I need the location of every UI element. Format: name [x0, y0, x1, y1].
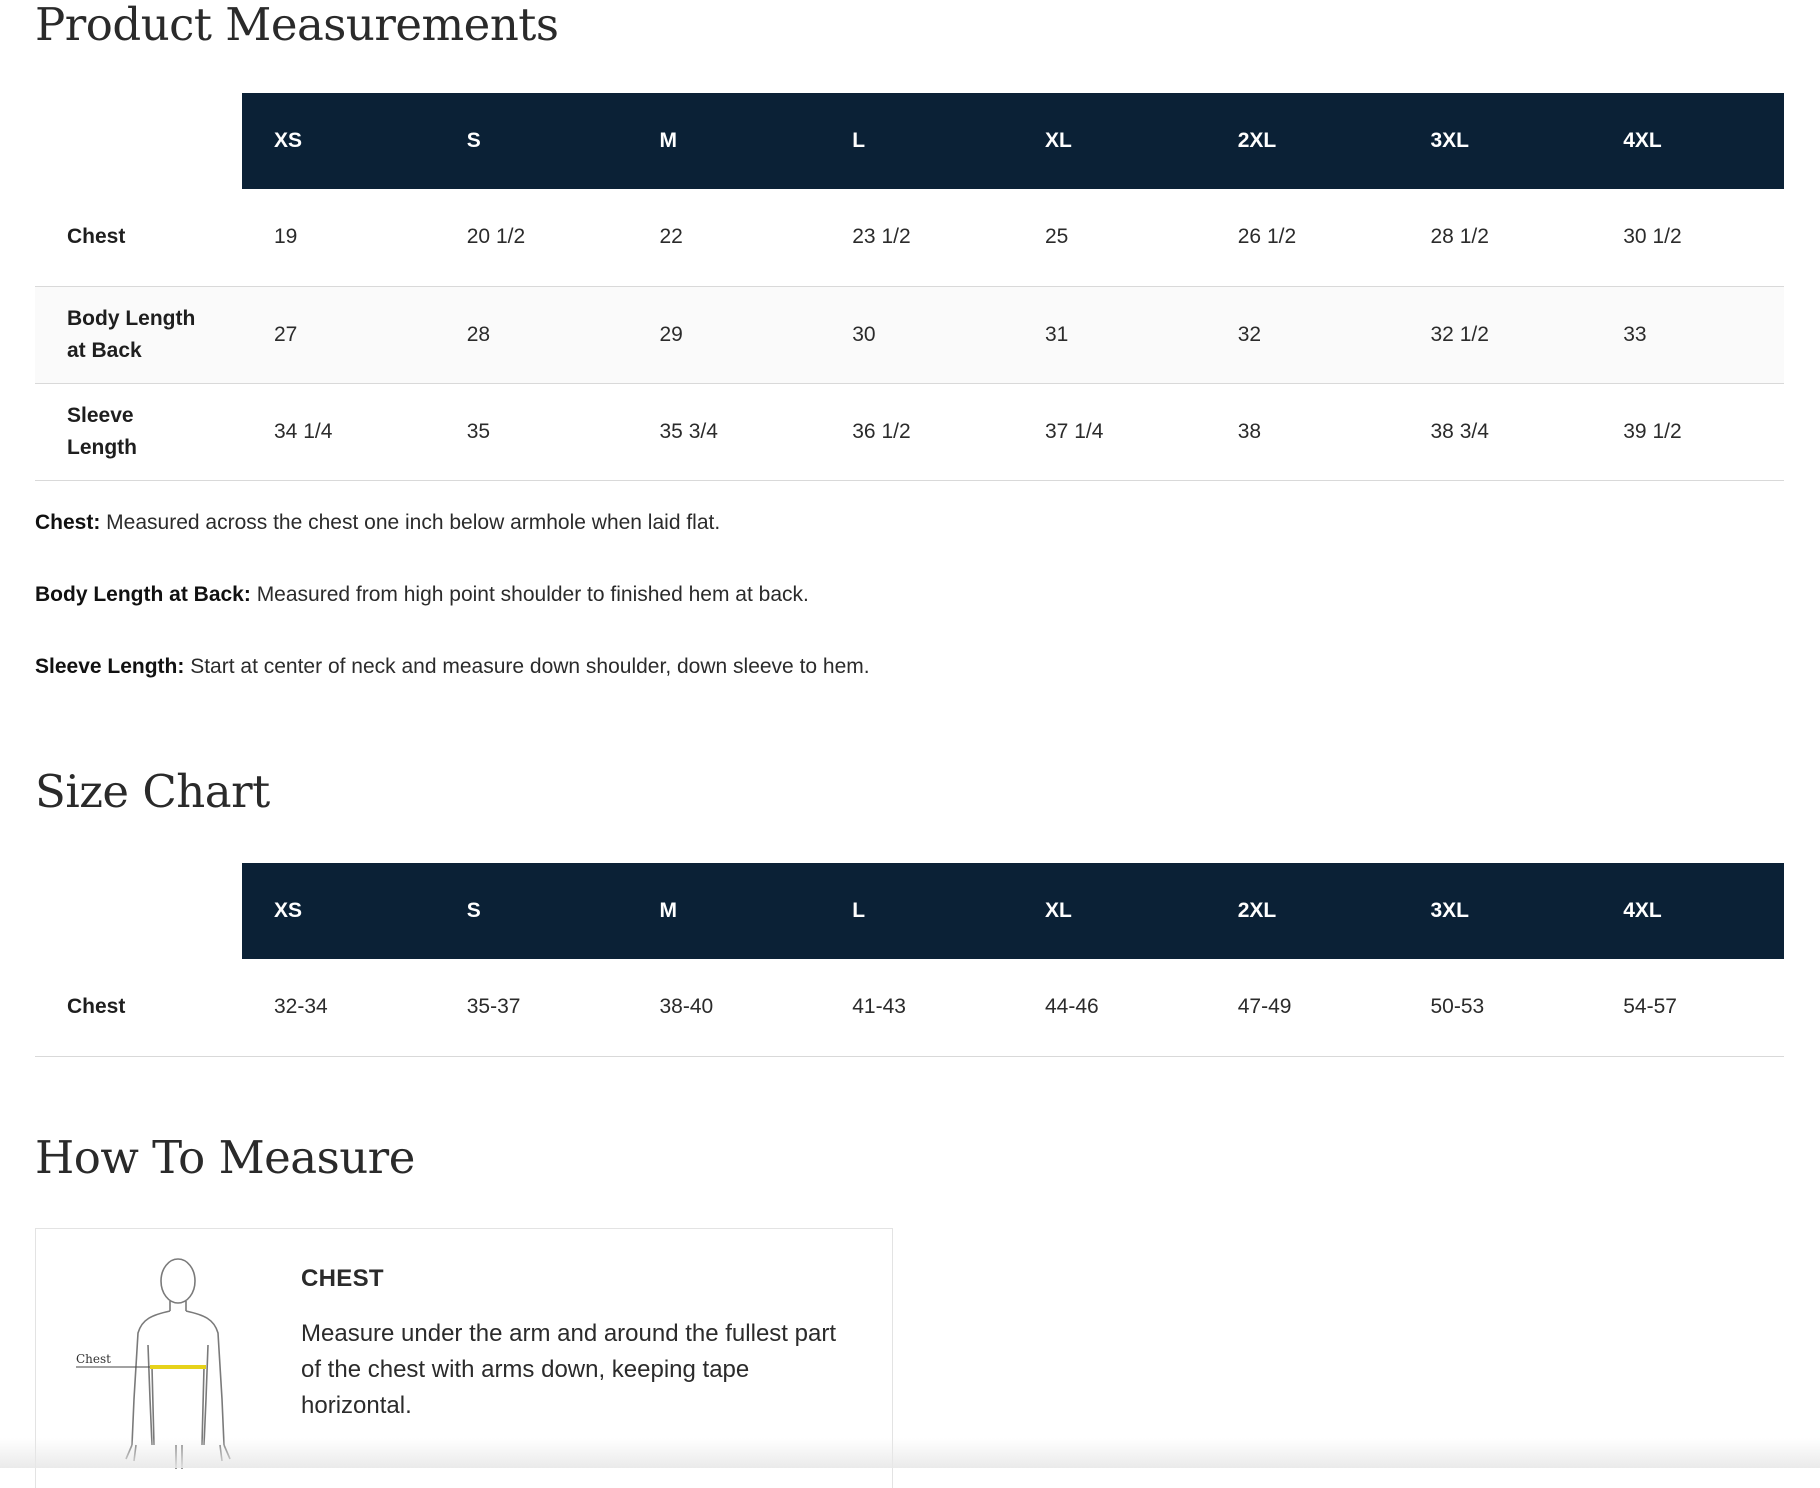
size-header: L: [820, 863, 1013, 959]
size-header: L: [820, 93, 1013, 189]
note-term: Chest:: [35, 511, 101, 534]
header-corner-cell: [35, 863, 242, 959]
note-chest: [35, 510, 870, 535]
table-cell: 28 1/2: [1430, 225, 1489, 249]
size-header: 3XL: [1399, 863, 1592, 959]
table-cell: 32 1/2: [1430, 322, 1489, 346]
table-row: [35, 286, 1784, 383]
table-cell: 38 3/4: [1430, 419, 1489, 443]
note-term: Body Length at Back:: [35, 583, 251, 606]
bottom-fade: [0, 1438, 1820, 1468]
table-cell: 38: [1237, 419, 1262, 443]
table-cell: 54-57: [1623, 995, 1677, 1019]
row-label-chest: [35, 189, 242, 286]
card-description: Measure under the arm and around the fullest part of the chest with arms down, keeping tape horizontal.: [301, 1320, 836, 1419]
table-cell: 30: [852, 322, 876, 346]
size-chart-table: [35, 863, 1784, 1057]
table-cell: 20 1/2: [466, 225, 526, 249]
figure-head: [161, 1259, 195, 1303]
table-cell: 39 1/2: [1623, 419, 1682, 443]
size-header: XS: [242, 863, 435, 959]
size-header: M: [628, 863, 821, 959]
size-chart-heading: Size Chart: [35, 765, 270, 818]
table-row: [35, 383, 1784, 480]
table-cell: 44-46: [1045, 995, 1099, 1019]
product-measurements-heading: Product Measurements: [35, 0, 559, 51]
size-header: XL: [1013, 93, 1206, 189]
size-header: S: [435, 863, 628, 959]
table-cell: 41-43: [852, 995, 906, 1019]
table-header-row: [35, 93, 1784, 189]
note-text: Measured from high point shoulder to finished hem at back.: [250, 583, 809, 606]
size-header: 2XL: [1206, 863, 1399, 959]
product-measurements-table: [35, 93, 1784, 481]
table-cell: 31: [1045, 322, 1069, 346]
table-cell: 34 1/4: [274, 419, 333, 443]
figure-inner-arms: [148, 1345, 208, 1445]
chest-measure-figure: [72, 1249, 272, 1469]
table-header-row: [35, 863, 1784, 959]
row-label-chest: Chest: [67, 995, 126, 1019]
table-row: [35, 189, 1784, 286]
note-sleeve-length: [35, 654, 870, 679]
table-cell: 22: [659, 225, 683, 249]
size-header: 4XL: [1591, 863, 1784, 959]
note-text: Start at center of neck and measure down shoulder, down sleeve to hem.: [184, 655, 870, 678]
note-term: Sleeve Length:: [35, 655, 185, 678]
row-label-line: Chest: [67, 225, 126, 249]
card-title: CHEST: [301, 1265, 384, 1292]
row-label-line: Body Length: [67, 306, 196, 330]
table-cell: 29: [659, 322, 683, 346]
note-text: Measured across the chest one inch below armhole when laid flat.: [100, 511, 721, 534]
how-to-measure-heading: How To Measure: [35, 1131, 415, 1184]
table-cell: 19: [274, 225, 298, 249]
table-cell: 33: [1623, 322, 1647, 346]
table-cell: 50-53: [1430, 995, 1485, 1019]
size-header: 3XL: [1399, 93, 1592, 189]
table-cell: 27: [274, 322, 298, 346]
figure-label: Chest: [76, 1352, 111, 1366]
row-label-line: Length: [67, 435, 137, 459]
size-header: S: [435, 93, 628, 189]
table-cell: 47-49: [1237, 995, 1292, 1019]
measurement-notes: [35, 510, 870, 726]
header-corner-cell: [35, 93, 242, 189]
note-body-length: [35, 582, 870, 607]
row-label-sleeve-length: [35, 383, 242, 480]
row-label-line: at Back: [67, 338, 142, 362]
size-header: 4XL: [1591, 93, 1784, 189]
table-cell: 37 1/4: [1045, 419, 1104, 443]
table-cell: 23 1/2: [852, 225, 911, 249]
table-cell: 25: [1045, 225, 1069, 249]
table-cell: 28: [466, 322, 491, 346]
size-header: XL: [1013, 863, 1206, 959]
table-cell: 32-34: [274, 995, 328, 1019]
size-header: XS: [242, 93, 435, 189]
table-cell: 26 1/2: [1237, 225, 1297, 249]
size-header: M: [628, 93, 821, 189]
table-cell: 35: [466, 419, 491, 443]
table-cell: 36 1/2: [852, 419, 911, 443]
size-header: 2XL: [1206, 93, 1399, 189]
table-row: [35, 959, 1784, 1056]
row-label-line: Sleeve: [67, 403, 134, 427]
table-cell: 38-40: [659, 995, 714, 1019]
table-cell: 35 3/4: [659, 419, 718, 443]
figure-outer-arms: [132, 1311, 224, 1445]
table-cell: 35-37: [466, 995, 521, 1019]
figure-torso: [152, 1367, 204, 1445]
table-cell: 32: [1237, 322, 1262, 346]
table-cell: 30 1/2: [1623, 225, 1682, 249]
row-label-body-length: [35, 286, 242, 383]
